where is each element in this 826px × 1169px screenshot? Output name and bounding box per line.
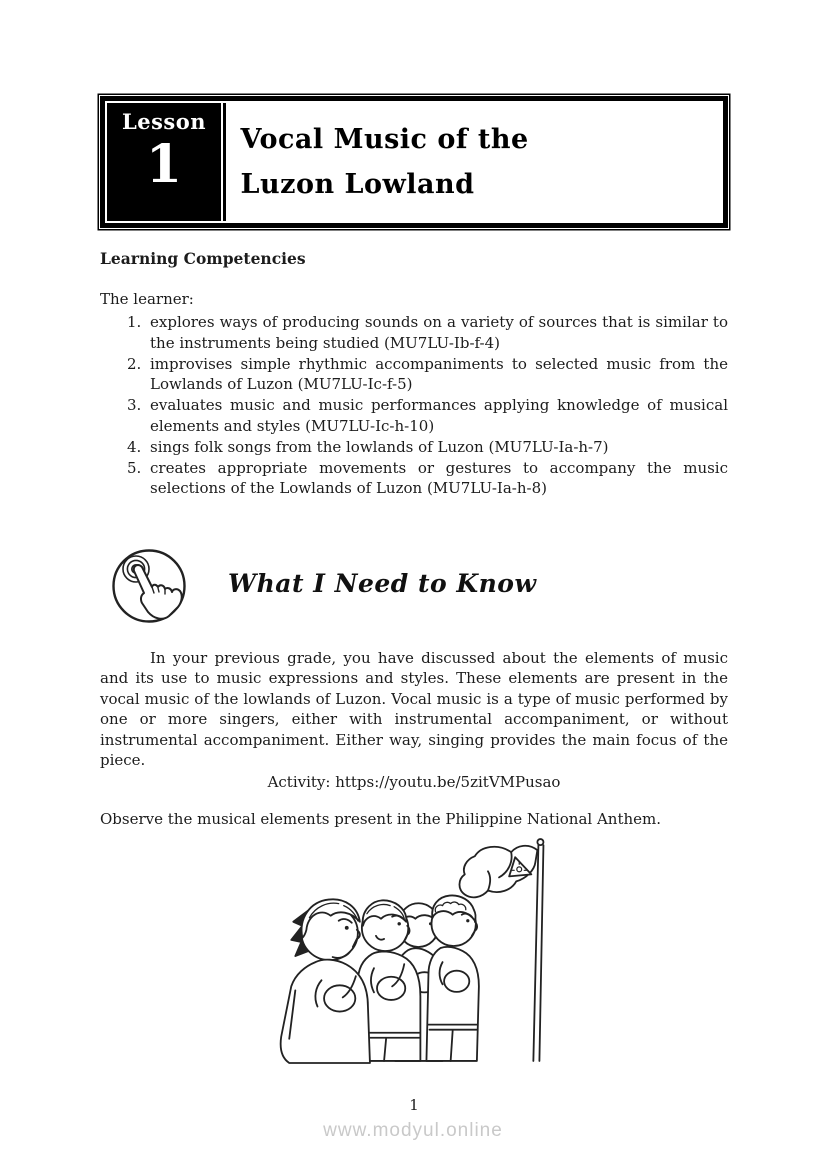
lesson-title-line1: Vocal Music of the (240, 124, 529, 155)
observe-instruction: Observe the musical elements present in the Philippine National Anthem. (100, 810, 662, 828)
competencies-heading: Learning Competencies (100, 249, 306, 268)
list-item (100, 312, 728, 354)
lesson-title (226, 103, 722, 221)
list-item-text: improvises simple rhythmic accompaniments to selected music from the Lowlands of Luzon (MU7LU-Ic-f-5) (150, 354, 728, 394)
list-item-text: creates appropriate movements or gestures to accompany the music selections of the Lowlands of Luzon (MU7LU-Ia-h-8) (150, 458, 728, 498)
lesson-number-cell (107, 103, 221, 221)
list-item-number: 2. (127, 354, 142, 373)
section-title: What I Need to Know (228, 569, 537, 598)
list-item (100, 437, 728, 458)
lesson-number: 1 (145, 134, 183, 195)
list-item-text: sings folk songs from the lowlands of Luzon (MU7LU-Ia-h-7) (150, 437, 609, 456)
competency-list (100, 312, 728, 499)
list-item (100, 458, 728, 500)
list-item-number: 3. (127, 396, 142, 415)
list-item-number: 5. (127, 458, 142, 477)
list-item-number: 4. (127, 437, 142, 456)
activity-link-text: Activity: https://youtu.be/5zitVMPusao (267, 773, 561, 791)
tap-gesture-icon (110, 547, 188, 625)
watermark: www.modyul.online (323, 1120, 503, 1141)
list-item-number: 1. (127, 313, 142, 331)
list-item-text: evaluates music and music performances applying knowledge of musical elements and styles (MU7LU-Ic-h-10) (150, 396, 728, 435)
intro-paragraph: In your previous grade, you have discussed about the elements of music and its use to music expressions and styles. These elements are present in the vocal music of the lowlands of Luzon. Vocal music is a type of music performed by one or more singers, either with instrumental accompaniment, or without instrumental accompaniment. Either way, singing provides the main focus of the piece. (100, 649, 728, 770)
flag-finial (537, 839, 543, 845)
flag-ceremony-illustration (265, 833, 603, 1065)
lesson-header-box (100, 96, 728, 228)
list-item (100, 395, 728, 437)
page-number: 1 (409, 1096, 419, 1114)
competencies-intro: The learner: (100, 290, 194, 308)
lesson-title-line2: Luzon Lowland (240, 169, 475, 200)
list-item-text: explores ways of producing sounds on a variety of sources that is similar to the instruments being studied (MU7LU-Ib-f-4) (150, 313, 728, 352)
lesson-label: Lesson (121, 109, 207, 134)
list-item (100, 354, 728, 396)
what-i-need-to-know-section (100, 545, 728, 639)
